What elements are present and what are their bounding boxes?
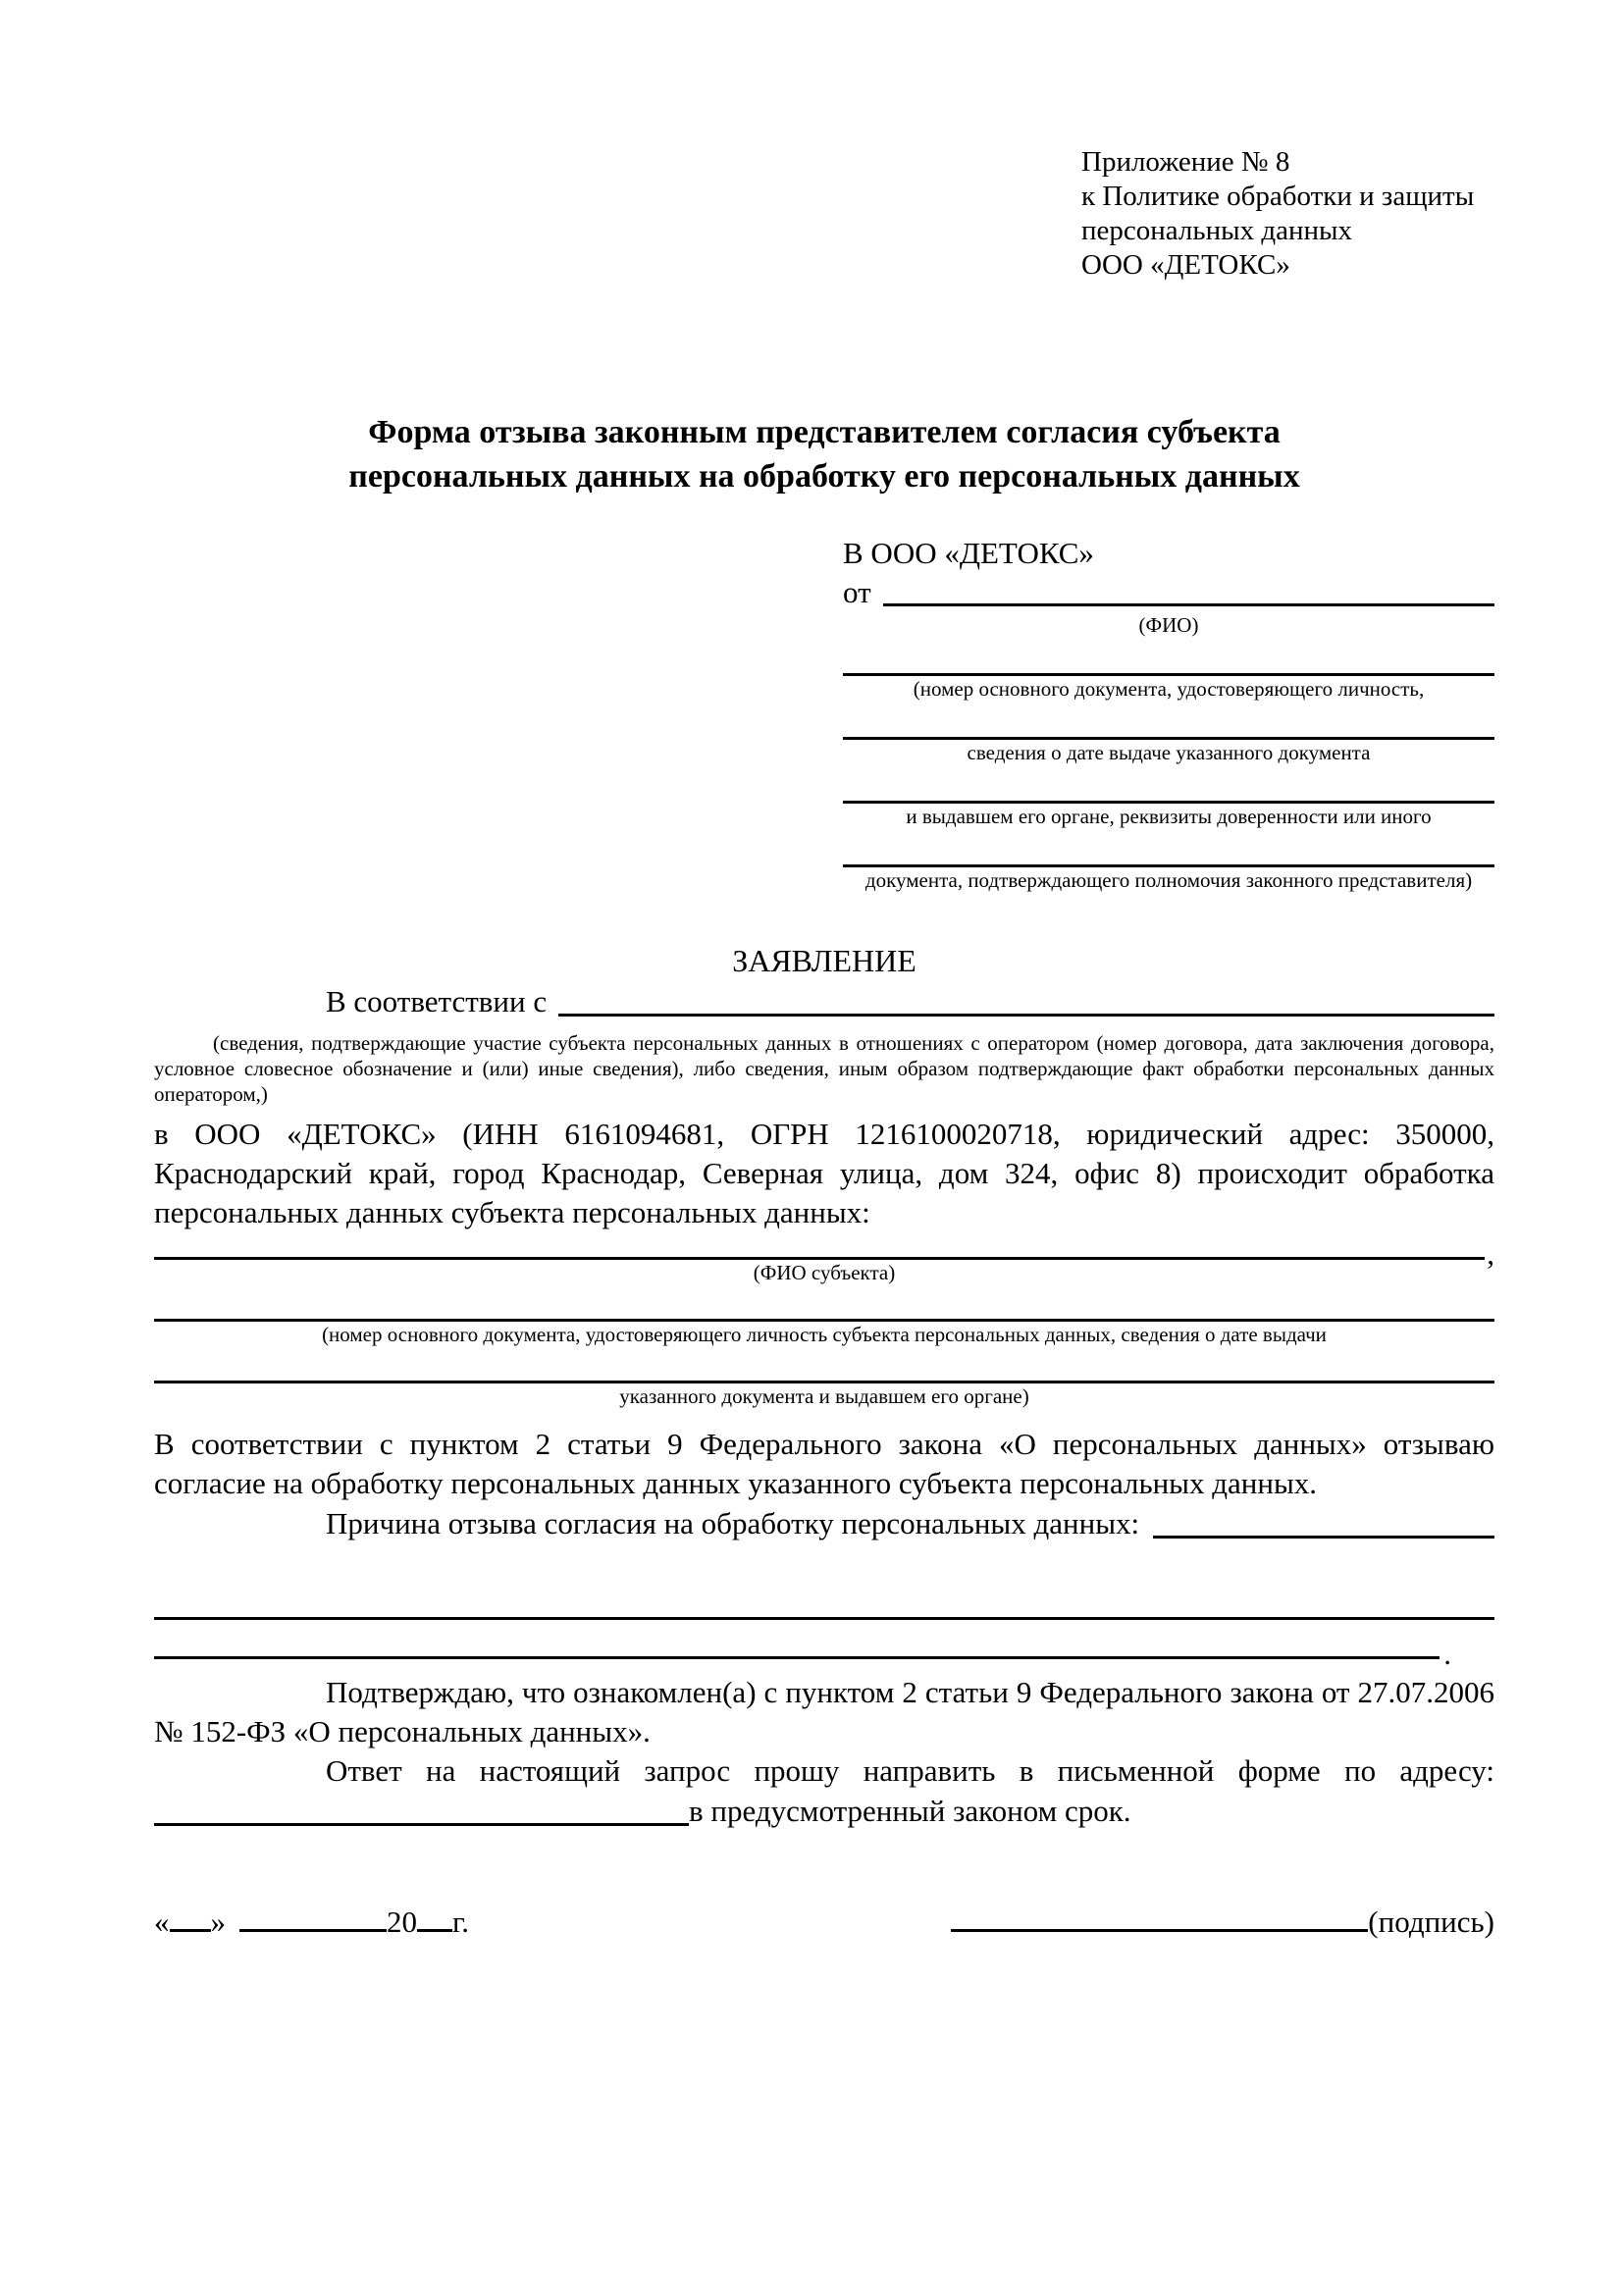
addressee-block [843, 534, 1494, 893]
date-signature-row [154, 1903, 1494, 1942]
blank-field-representative-doc-3 [843, 775, 1494, 804]
subject-doc-caption-1: (номер основного документа, удостоверяющего личность субъекта персональных данных, сведения о дате выдачи [322, 1323, 1327, 1346]
appendix-line-2: к Политике обработки и защиты [1081, 181, 1475, 212]
blank-field-representative-fio [883, 573, 1494, 606]
blank-field-day [170, 1927, 211, 1932]
reason-row [154, 1503, 1494, 1544]
subject-fio-comma: , [1487, 1236, 1494, 1271]
blank-field-reason-line-3 [154, 1656, 1440, 1659]
basis-caption: (сведения, подтверждающие участие субъекта персональных данных в отношениях с оператором (номер договора, дата заключения договора, условное словесное обозначение и (или) иные сведения), либо сведения, иным образом подтверждающие факт обработки персональных данных оператором,) [154, 1031, 1494, 1106]
representative-doc-caption-3: и выдавшем его органе, реквизиты доверенности или иного [906, 805, 1432, 828]
document-title [154, 410, 1494, 498]
according-row [154, 981, 1494, 1022]
date-quote-close: » [210, 1905, 226, 1939]
signature-part [951, 1903, 1494, 1942]
reply-paragraph: Ответ на настоящий запрос прошу направить в письменной форме по адресу: [326, 1753, 1494, 1788]
appendix-note [1081, 145, 1494, 283]
date-part [154, 1903, 469, 1942]
signature-caption: (подпись) [1368, 1905, 1494, 1939]
date-year-suffix: г. [452, 1905, 469, 1939]
addressee-organization: В ООО «ДЕТОКС» [843, 536, 1094, 570]
from-label: от [843, 575, 871, 609]
subject-fio-row [154, 1236, 1494, 1271]
appendix-line-1: Приложение № 8 [1081, 146, 1290, 178]
date-year-prefix: 20 [387, 1905, 417, 1939]
blank-field-month [239, 1927, 387, 1932]
blank-field-reason-line-2 [154, 1617, 1494, 1620]
withdrawal-paragraph: В соответствии с пунктом 2 статьи 9 Федерального закона «О персональных данных» отзываю согласие на обработку персональных данных указанного субъекта персональных данных. [154, 1427, 1494, 1500]
subject-fio-caption: (ФИО субъекта) [753, 1261, 896, 1284]
blank-field-reason [1153, 1503, 1494, 1539]
subject-doc-caption-2: указанного документа и выдавшем его органе) [619, 1384, 1029, 1408]
reply-address-row [154, 1791, 1494, 1832]
representative-doc-caption-1: (номер основного документа, удостоверяющего личность, [913, 677, 1425, 701]
document-title-line-1: Форма отзыва законным представителем согласия субъекта [368, 414, 1281, 450]
from-row [843, 573, 1494, 612]
blank-field-year [417, 1927, 452, 1932]
representative-doc-group-2 [843, 711, 1494, 765]
blank-field-representative-doc-4 [843, 839, 1494, 867]
reason-line-3-row [154, 1637, 1494, 1671]
blank-field-signature [951, 1927, 1368, 1932]
statement-heading: ЗАЯВЛЕНИЕ [732, 943, 916, 978]
fio-caption: (ФИО) [1138, 613, 1199, 637]
representative-doc-group-1 [843, 648, 1494, 702]
according-prefix: В соответствии с [326, 984, 548, 1018]
operator-paragraph: в ООО «ДЕТОКС» (ИНН 6161094681, ОГРН 1216100020718, юридический адрес: 350000, Краснодарский край, город Краснодар, Северная улица, дом 324, офис 8) происходит обработка персональных данных субъекта персональных данных: [154, 1117, 1494, 1229]
blank-field-basis [558, 981, 1494, 1017]
date-quote-open: « [154, 1905, 170, 1939]
reply-suffix: в предусмотренный законом срок. [689, 1794, 1131, 1828]
reason-label: Причина отзыва согласия на обработку персональных данных: [326, 1506, 1140, 1540]
representative-doc-caption-4: документа, подтверждающего полномочия законного представителя) [864, 868, 1473, 892]
document-title-line-2: персональных данных на обработку его персональных данных [348, 458, 1300, 495]
representative-doc-caption-2: сведения о дате выдаче указанного документа [967, 741, 1371, 764]
appendix-line-4: ООО «ДЕТОКС» [1081, 249, 1290, 281]
representative-doc-group-3 [843, 775, 1494, 829]
confirm-paragraph: Подтверждаю, что ознакомлен(а) с пунктом 2 статьи 9 Федерального закона от 27.07.2006 № 152-ФЗ «О персональных данных». [154, 1675, 1494, 1748]
blank-field-representative-doc-1 [843, 648, 1494, 676]
reason-period: . [1443, 1637, 1451, 1671]
blank-field-reply-address [154, 1791, 689, 1826]
appendix-line-3: персональных данных [1081, 215, 1353, 246]
representative-doc-group-4 [843, 839, 1494, 893]
blank-field-representative-doc-2 [843, 711, 1494, 740]
